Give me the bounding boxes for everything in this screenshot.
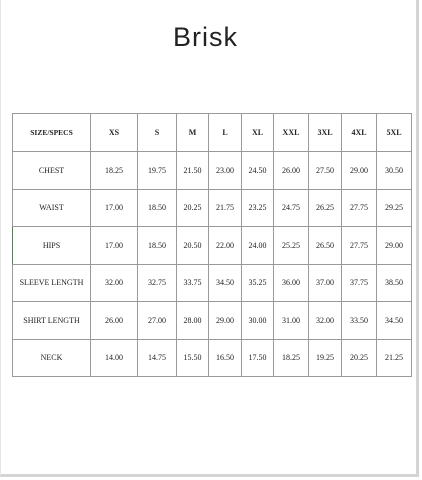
table-cell: 21.25 — [377, 339, 412, 377]
table-cell: 27.75 — [342, 227, 377, 265]
table-cell: 28.00 — [177, 302, 209, 340]
table-cell: 29.00 — [377, 227, 412, 265]
table-cell: 33.75 — [177, 264, 209, 302]
table-cell: 18.50 — [138, 227, 177, 265]
table-cell: 17.50 — [242, 339, 274, 377]
table-cell: 21.50 — [177, 152, 209, 190]
table-cell: 17.00 — [91, 189, 138, 227]
table-cell: 19.75 — [138, 152, 177, 190]
table-row-neck — [13, 339, 412, 377]
table-cell: 18.25 — [274, 339, 309, 377]
table-cell: 34.50 — [377, 302, 412, 340]
table-row-sleeve-length — [13, 264, 412, 302]
table-cell: 16.50 — [209, 339, 242, 377]
table-cell: 14.00 — [91, 339, 138, 377]
table-cell: 33.50 — [342, 302, 377, 340]
row-label-neck: NECK — [13, 339, 91, 377]
header-cell-size-specs: SIZE/SPECS — [13, 114, 91, 152]
size-chart — [12, 113, 411, 377]
table-cell: 31.00 — [274, 302, 309, 340]
size-table — [12, 113, 412, 377]
table-cell: 34.50 — [209, 264, 242, 302]
table-cell: 24.75 — [274, 189, 309, 227]
table-cell: 30.00 — [242, 302, 274, 340]
table-cell: 36.00 — [274, 264, 309, 302]
table-cell: 23.25 — [242, 189, 274, 227]
header-cell-5xl: 5XL — [377, 114, 412, 152]
table-cell: 19.25 — [309, 339, 342, 377]
header-cell-3xl: 3XL — [309, 114, 342, 152]
table-cell: 37.00 — [309, 264, 342, 302]
table-cell: 32.00 — [91, 264, 138, 302]
row-label-shirt-length: SHIRT LENGTH — [13, 302, 91, 340]
table-cell: 32.75 — [138, 264, 177, 302]
table-cell: 22.00 — [209, 227, 242, 265]
table-cell: 20.25 — [342, 339, 377, 377]
table-cell: 18.50 — [138, 189, 177, 227]
header-cell-m: M — [177, 114, 209, 152]
table-cell: 38.50 — [377, 264, 412, 302]
table-cell: 26.50 — [309, 227, 342, 265]
table-cell: 20.25 — [177, 189, 209, 227]
table-row-shirt-length — [13, 302, 412, 340]
table-cell: 29.25 — [377, 189, 412, 227]
table-cell: 14.75 — [138, 339, 177, 377]
table-cell: 30.50 — [377, 152, 412, 190]
row-label-waist: WAIST — [13, 189, 91, 227]
table-cell: 17.00 — [91, 227, 138, 265]
header-cell-xxl: XXL — [274, 114, 309, 152]
table-cell: 21.75 — [209, 189, 242, 227]
header-cell-s: S — [138, 114, 177, 152]
table-cell: 29.00 — [342, 152, 377, 190]
table-row-hips — [13, 227, 412, 265]
table-cell: 18.25 — [91, 152, 138, 190]
table-row-chest — [13, 152, 412, 190]
header-row — [13, 114, 412, 152]
row-label-chest: CHEST — [13, 152, 91, 190]
header-cell-xl: XL — [242, 114, 274, 152]
header-cell-l: L — [209, 114, 242, 152]
table-cell: 25.25 — [274, 227, 309, 265]
table-cell: 24.50 — [242, 152, 274, 190]
table-cell: 37.75 — [342, 264, 377, 302]
table-cell: 15.50 — [177, 339, 209, 377]
row-label-sleeve-length: SLEEVE LENGTH — [13, 264, 91, 302]
brand-title: Brisk — [173, 22, 238, 52]
table-cell: 27.50 — [309, 152, 342, 190]
row-label-hips: HIPS — [13, 227, 91, 265]
header-cell-4xl: 4XL — [342, 114, 377, 152]
table-cell: 26.00 — [91, 302, 138, 340]
table-cell: 32.00 — [309, 302, 342, 340]
table-cell: 23.00 — [209, 152, 242, 190]
table-cell: 24.00 — [242, 227, 274, 265]
table-cell: 29.00 — [209, 302, 242, 340]
table-cell: 20.50 — [177, 227, 209, 265]
header-cell-xs: XS — [91, 114, 138, 152]
table-cell: 35.25 — [242, 264, 274, 302]
table-cell: 26.25 — [309, 189, 342, 227]
table-row-waist — [13, 189, 412, 227]
table-cell: 26.00 — [274, 152, 309, 190]
table-cell: 27.00 — [138, 302, 177, 340]
table-cell: 27.75 — [342, 189, 377, 227]
